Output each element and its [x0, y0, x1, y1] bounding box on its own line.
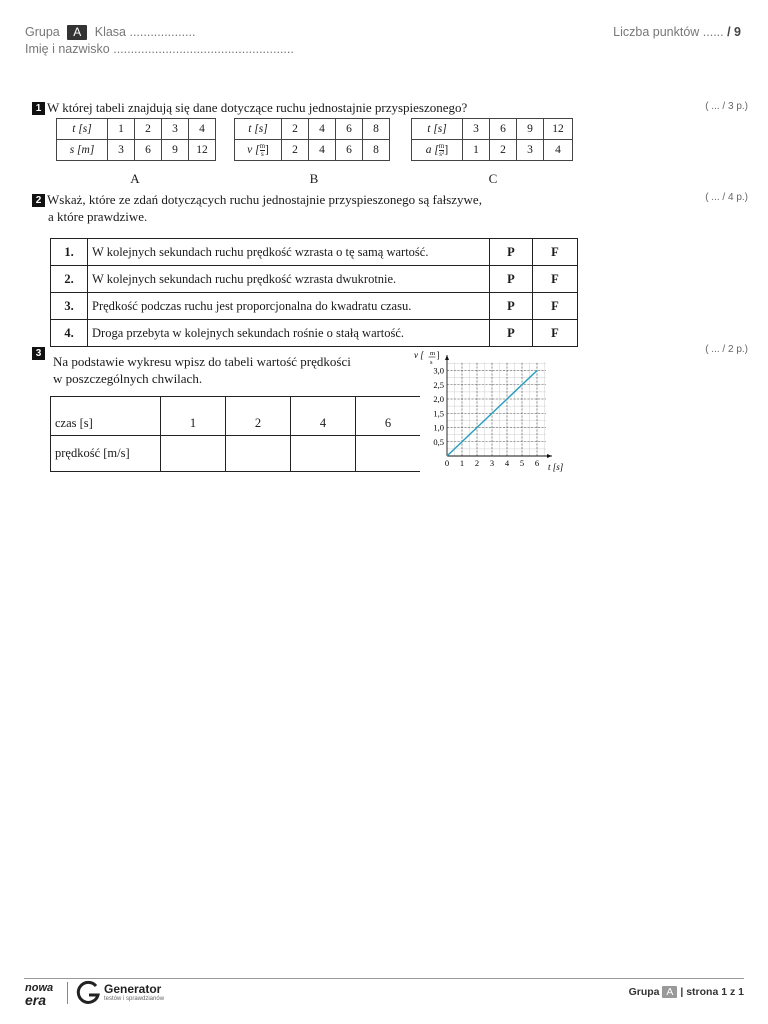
table-cell: 2: [282, 140, 309, 161]
answer-true-option[interactable]: P: [490, 293, 533, 320]
q1-table-b-label: B: [309, 171, 319, 186]
generator-icon: [76, 980, 102, 1006]
table-cell: 4: [544, 140, 573, 161]
q1-table-a-label: A: [130, 171, 140, 186]
header-group-line: [25, 25, 195, 40]
table-cell: 9: [162, 140, 189, 161]
speed-row-head: prędkość [m/s]: [51, 436, 161, 472]
answer-false-option[interactable]: F: [533, 266, 578, 293]
table-row: [51, 397, 421, 436]
velocity-time-chart: [405, 346, 580, 478]
time-row-head: czas [s]: [51, 397, 161, 436]
y-tick-label: 3,0: [433, 365, 444, 376]
answer-true-option[interactable]: P: [490, 266, 533, 293]
table-head: t [s]: [235, 119, 282, 140]
statement-number: 2.: [51, 266, 88, 293]
x-tick-label: 2: [474, 458, 480, 468]
table-cell: 6: [490, 119, 517, 140]
q1-table-b: [234, 118, 390, 161]
table-cell: 8: [363, 119, 390, 140]
x-axis-label: t [s]: [548, 462, 564, 472]
statement-text: Droga przebyta w kolejnych sekundach rośnie o stałą wartość.: [88, 320, 490, 347]
speed-answer-cell[interactable]: [291, 436, 356, 472]
q2-text-line1: Wskaż, które ze zdań dotyczących ruchu jednostajnie przyspieszonego są fałszywe,: [47, 192, 482, 207]
nowa-era-logo: nowa era: [25, 982, 54, 1008]
x-tick-label: 5: [519, 458, 525, 468]
table-cell: 2: [282, 119, 309, 140]
q1-points: ( ... / 3 p.): [705, 101, 748, 112]
name-label: Imię i nazwisko ....................................................: [25, 42, 294, 56]
y-axis-label-den: s: [430, 359, 433, 366]
x-tick-label: 3: [489, 458, 495, 468]
time-cell: 2: [226, 397, 291, 436]
generator-title: Generator: [104, 982, 162, 996]
q1-text: W której tabeli znajdują się dane dotyczące ruchu jednostajnie przyspieszonego?: [47, 100, 468, 115]
table-row: [51, 436, 421, 472]
q3-prompt: [53, 353, 351, 387]
q3-text-line1: Na podstawie wykresu wpisz do tabeli wartość prędkości: [53, 354, 351, 369]
table-row: [51, 239, 578, 266]
table-cell: 4: [189, 119, 216, 140]
time-cell: 4: [291, 397, 356, 436]
y-axis-label-end: ]: [436, 350, 440, 360]
x-tick-label: 1: [459, 458, 465, 468]
footer-divider: [24, 978, 744, 979]
table-head: s [m]: [57, 140, 108, 161]
table-cell: 9: [517, 119, 544, 140]
y-axis-arrow-icon: [445, 355, 449, 360]
generator-subtitle: testów i sprawdzianów: [104, 996, 165, 1002]
time-cell: 6: [356, 397, 421, 436]
chart-ticks: [433, 366, 539, 469]
table-row: [51, 266, 578, 293]
q2-prompt: [32, 191, 482, 225]
points-total: / 9: [727, 25, 741, 39]
q3-text-line2: w poszczególnych chwilach.: [53, 371, 203, 386]
class-label: Klasa ...................: [94, 25, 196, 39]
table-cell: 2: [135, 119, 162, 140]
time-cell: 1: [161, 397, 226, 436]
q1-number: 1: [32, 102, 45, 115]
q3-points: ( ... / 2 p.): [705, 344, 748, 355]
speed-answer-cell[interactable]: [161, 436, 226, 472]
y-axis-label-num: m: [430, 350, 436, 357]
table-cell: 8: [363, 140, 390, 161]
q3-number-wrap: [32, 344, 47, 362]
table-row: [51, 320, 578, 347]
table-cell: 3: [517, 140, 544, 161]
table-cell: 3: [108, 140, 135, 161]
table-cell: 4: [309, 119, 336, 140]
speed-answer-cell[interactable]: [226, 436, 291, 472]
table-head: a [ $\frac{m}{\text{s²}}$ ]: [412, 140, 463, 161]
x-tick-label: 4: [504, 458, 510, 468]
x-tick-label: 0: [444, 458, 450, 468]
answer-false-option[interactable]: F: [533, 239, 578, 266]
table-head: t [s]: [412, 119, 463, 140]
answer-true-option[interactable]: P: [490, 320, 533, 347]
q2-truefalse-table: [50, 238, 578, 347]
q1-table-c: [411, 118, 573, 161]
footer-group-label: Grupa: [628, 986, 660, 998]
table-head: v [ $\frac{m}{s}$ ]: [235, 140, 282, 161]
table-cell: 12: [189, 140, 216, 161]
q1-prompt: [32, 100, 467, 116]
statement-number: 1.: [51, 239, 88, 266]
statement-number: 3.: [51, 293, 88, 320]
statement-text: W kolejnych sekundach ruchu prędkość wzrasta dwukrotnie.: [88, 266, 490, 293]
q2-points: ( ... / 4 p.): [705, 192, 748, 203]
footer-logo-divider: [67, 982, 68, 1004]
footer-group-badge: A: [662, 986, 677, 998]
table-cell: 3: [162, 119, 189, 140]
statement-text: Prędkość podczas ruchu jest proporcjonalna do kwadratu czasu.: [88, 293, 490, 320]
answer-false-option[interactable]: F: [533, 320, 578, 347]
table-row: [51, 293, 578, 320]
statement-text: W kolejnych sekundach ruchu prędkość wzrasta o tę samą wartość.: [88, 239, 490, 266]
table-cell: 6: [135, 140, 162, 161]
points-header: [613, 25, 741, 39]
q2-number: 2: [32, 194, 45, 207]
y-tick-label: 2,0: [433, 394, 444, 404]
answer-false-option[interactable]: F: [533, 293, 578, 320]
table-cell: 6: [336, 140, 363, 161]
x-axis-arrow-icon: [547, 454, 552, 458]
table-cell: 2: [490, 140, 517, 161]
q2-text-line2: a które prawdziwe.: [48, 209, 148, 224]
y-tick-label: 2,5: [433, 379, 444, 390]
q1-table-c-label: C: [488, 171, 498, 186]
q1-table-a: [56, 118, 216, 161]
answer-true-option[interactable]: P: [490, 239, 533, 266]
y-tick-label: 0,5: [433, 436, 444, 447]
q3-answer-table: [50, 396, 420, 472]
group-label: Grupa: [25, 25, 60, 39]
points-label: Liczba punktów ......: [613, 25, 728, 39]
y-axis-label: v [: [414, 350, 424, 360]
table-cell: 12: [544, 119, 573, 140]
table-cell: 1: [108, 119, 135, 140]
y-tick-label: 1,5: [433, 408, 444, 419]
table-cell: 4: [309, 140, 336, 161]
x-tick-label: 6: [534, 458, 540, 468]
table-cell: 6: [336, 119, 363, 140]
y-tick-label: 1,0: [433, 422, 444, 433]
table-head: t [s]: [57, 119, 108, 140]
footer-page-label: | strona 1 z 1: [680, 986, 744, 998]
group-badge: A: [67, 25, 87, 40]
table-cell: 3: [463, 119, 490, 140]
q3-number: 3: [32, 347, 45, 360]
table-cell: 1: [463, 140, 490, 161]
footer-page-info: [629, 986, 744, 998]
statement-number: 4.: [51, 320, 88, 347]
